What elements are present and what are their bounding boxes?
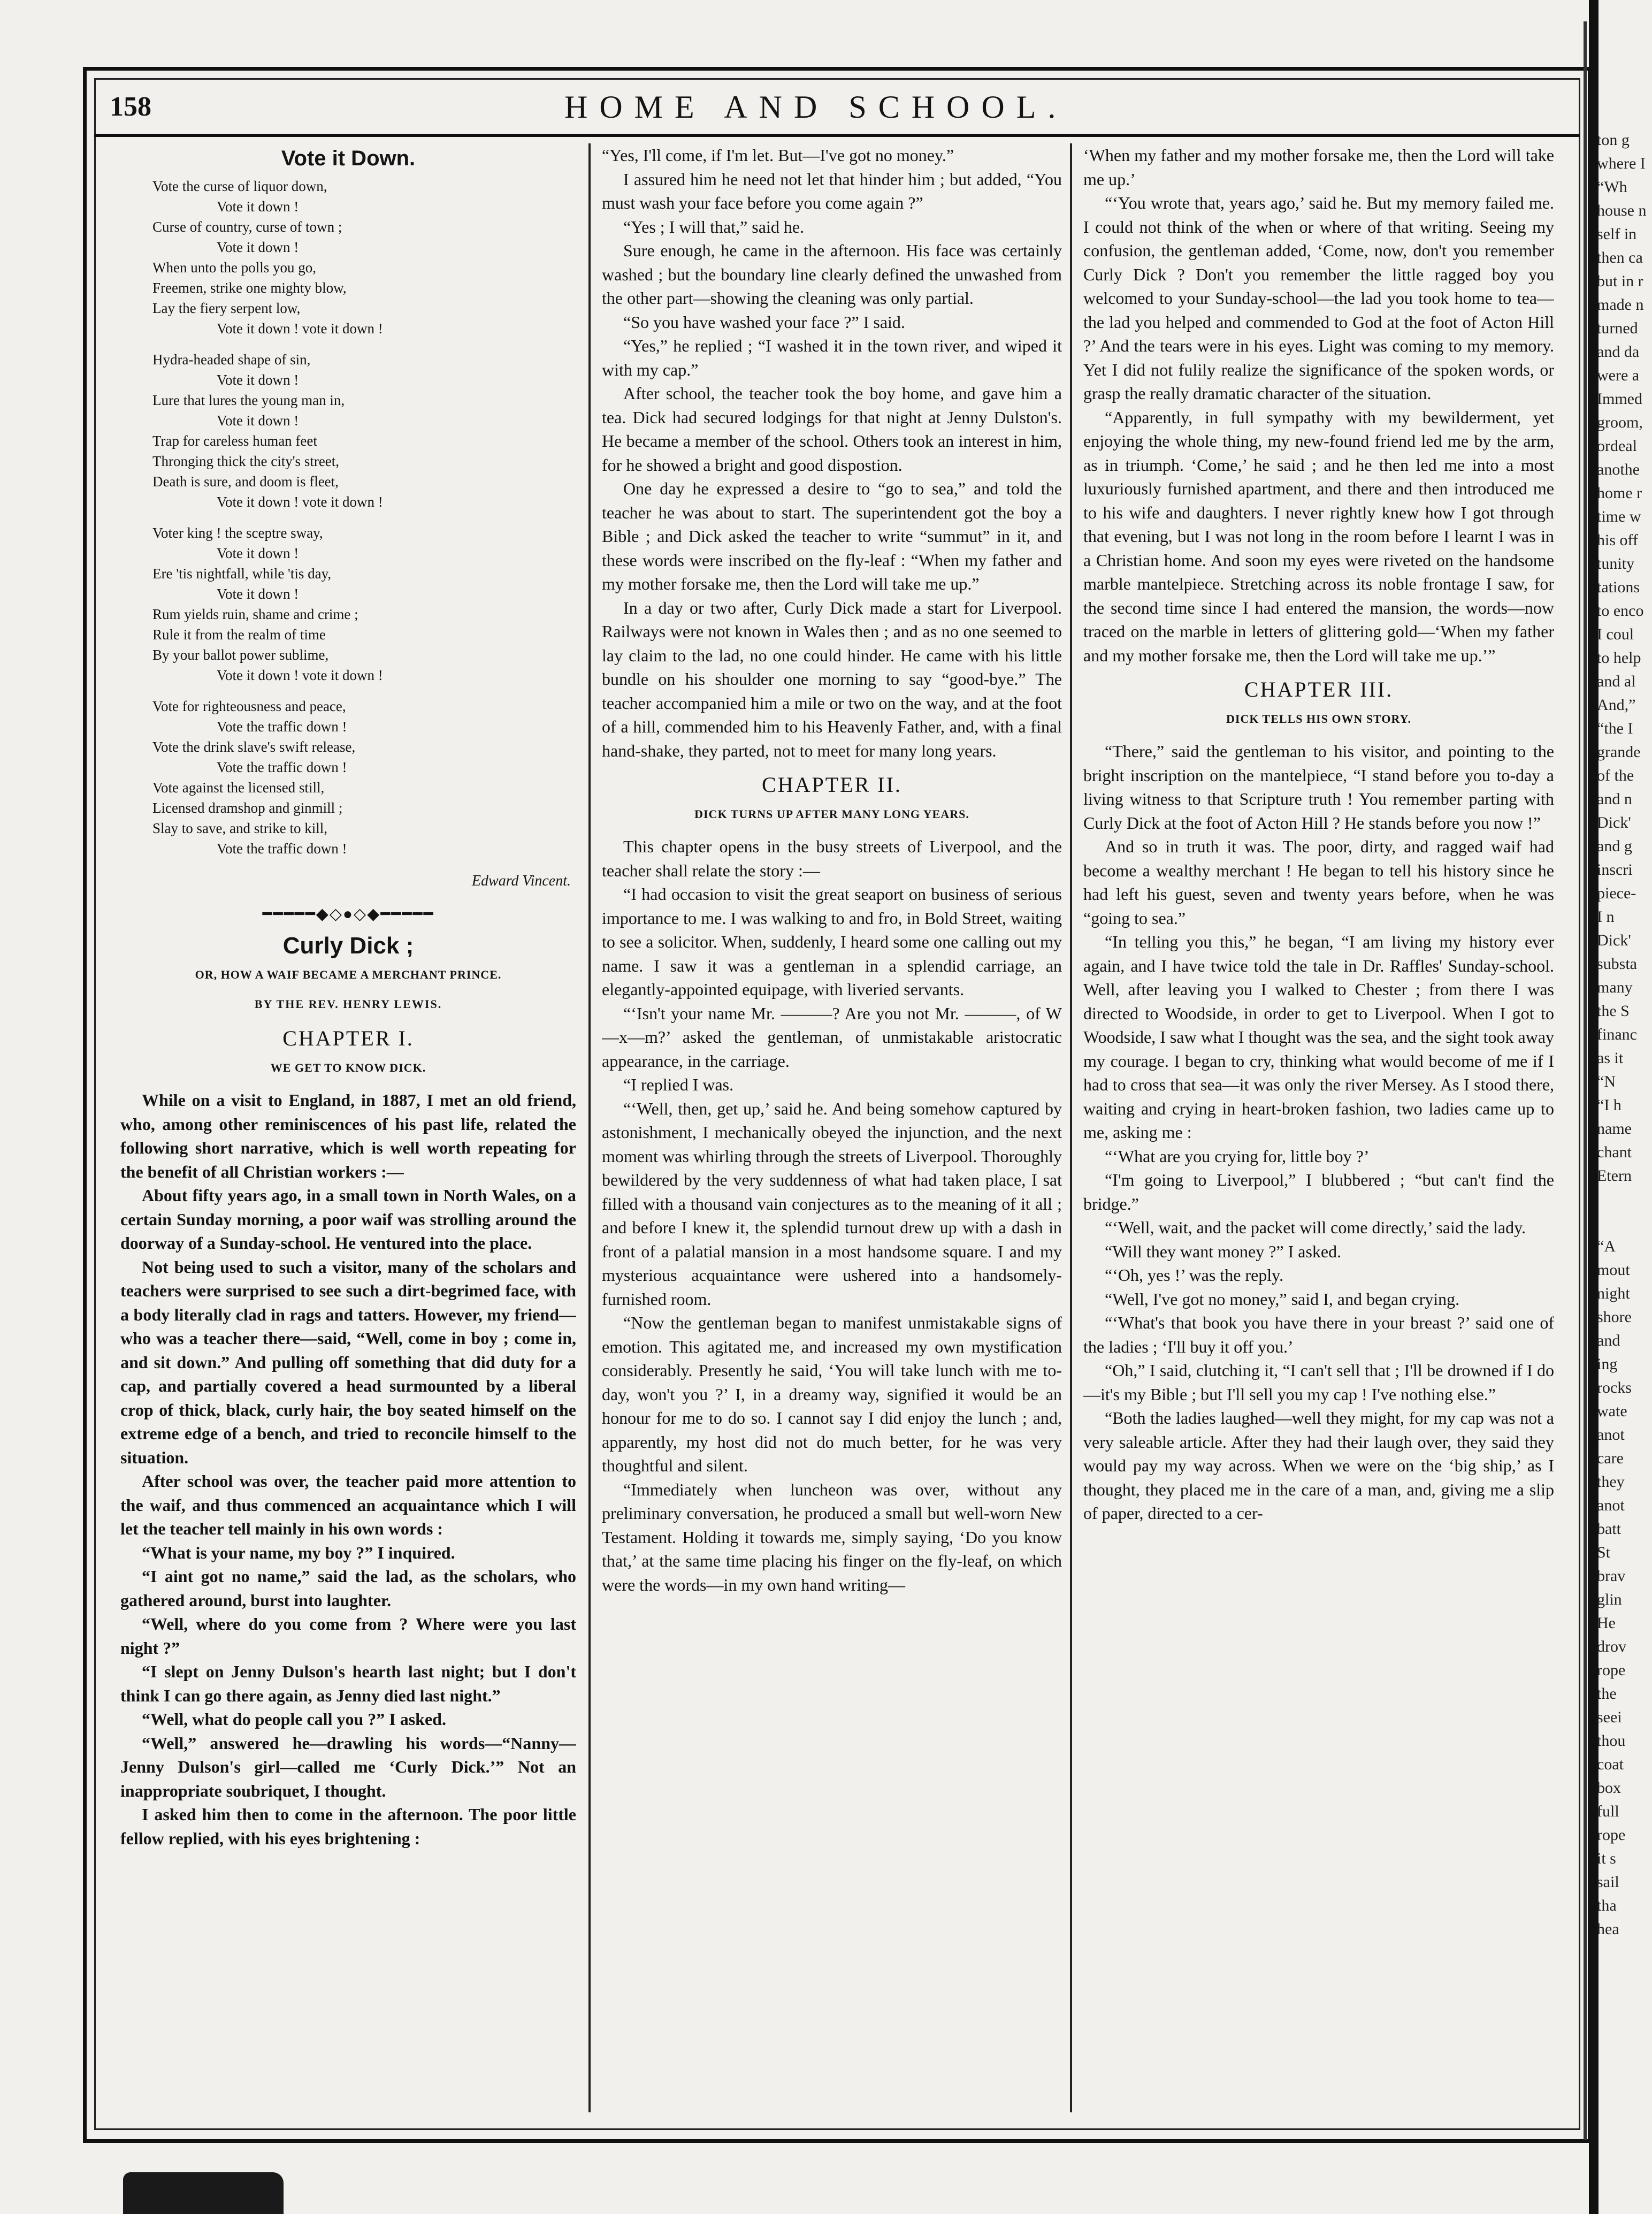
fragment-line: they	[1597, 1473, 1625, 1491]
fragment-line: anot	[1597, 1497, 1625, 1514]
chapter-3-heading: CHAPTER III.	[1244, 677, 1394, 701]
fragment-line: time w	[1597, 508, 1641, 525]
fragment-line: rope	[1597, 1826, 1626, 1844]
column-3-body	[1083, 143, 1554, 667]
fragment-line: grande	[1597, 743, 1641, 761]
paragraph: “‘Isn't your name Mr. ———? Are you not Mr. ———, of W—x—m?’ asked the gentleman, of unmistakable aristocratic appearance, in the carriage.	[602, 1003, 1062, 1071]
fragment-line: ing	[1597, 1355, 1618, 1373]
paragraph: “Will they want money ?” I asked.	[1105, 1241, 1342, 1261]
chapter-1-heading: CHAPTER I.	[282, 1026, 414, 1050]
fragment-line: it s	[1597, 1850, 1616, 1867]
fragment-line: batt	[1597, 1520, 1621, 1538]
poem-line: Vote for righteousness and peace,	[152, 698, 346, 714]
fragment-line: “Wh	[1597, 178, 1627, 196]
fragment-line: substa	[1597, 955, 1637, 973]
poem-line: Vote it down ! vote it down !	[217, 320, 383, 337]
paragraph: I assured him he need not let that hinder him ; but added, “You must wash your face before you come again ?”	[602, 169, 1062, 212]
paragraph: “Apparently, in full sympathy with my bewilderment, yet enjoying the whole thing, my new-found friend led me by the arm, as in triumph. ‘Come,’ he said ; and he then led me into a most luxuriously furnished apartment, and there and then introduced me to his wife and daughters. I never rightly knew how I got through that evening, but I was not long in the room before I learnt I was in a Christian home. And soon my eyes were riveted on the handsome marble mantelpiece. Stretching across its noble frontage I saw, for the second time since I had entered the mansion, the words—now traced on the marble in letters of glittering gold—‘When my father and my mother forsake me, then the Lord will take me up.’”	[1083, 407, 1554, 665]
paragraph: “In telling you this,” he began, “I am living my history ever again, and I have twice told the tale in Dr. Raffles' Sunday-school. Well, after leaving you I walked to Chester ; from there I was directed to Woodside, in order to get to Liverpool. When I got to Woodside, I saw what I thought was the sea, and the sight took away my courage. I began to cry, thinking what would become of me if I had to cross that sea—it was only the river Mersey. As I stood there, waiting and crying in heart-broken fashion, two ladies came up to me, asking me :	[1083, 932, 1554, 1142]
fragment-line: and n	[1597, 790, 1632, 808]
paragraph: “There,” said the gentleman to his visitor, and pointing to the bright inscription on the mantelpiece, “I stand before you to-day a living witness to that Scripture truth ! You remember parting with Curly Dick at the foot of Acton Hill ? He stands before you now !”	[1083, 742, 1554, 833]
fragment-line: anot	[1597, 1426, 1625, 1444]
fragment-line: Etern	[1597, 1167, 1632, 1185]
paragraph: “I had occasion to visit the great seaport on business of serious importance to me. I was walking to and fro, in Bold Street, waiting to see a solicitor. When, suddenly, I heard some one calling out my name. I saw it was a gentleman in a splendid carriage, an elegantly-appointed equipage, with liveried servants.	[602, 884, 1062, 999]
fragment-line: and g	[1597, 837, 1632, 855]
paragraph: I asked him then to come in the afternoon. The poor little fellow replied, with his eyes brightening :	[120, 1805, 576, 1848]
fragment-line: home r	[1597, 484, 1642, 502]
fragment-line: thou	[1597, 1732, 1626, 1750]
story-title: Curly Dick ;	[282, 932, 414, 959]
fragment-line: the	[1597, 1685, 1617, 1703]
fragment-line: night	[1597, 1285, 1630, 1302]
poem-line: Vote the traffic down !	[217, 840, 347, 857]
fragment-line: full	[1597, 1803, 1619, 1820]
poem-line: Licensed dramshop and ginmill ;	[152, 799, 343, 816]
fragment-line: house n	[1597, 202, 1647, 219]
fragment-line: were a	[1597, 367, 1640, 384]
fragment-line: tations	[1597, 578, 1640, 596]
chapter-3-body	[1083, 739, 1554, 1525]
fragment-line: as it	[1597, 1049, 1624, 1067]
paragraph: “Yes, I'll come, if I'm let. But—I've got no money.”	[602, 146, 954, 165]
paragraph: “Both the ladies laughed—well they might, for my cap was not a very saleable article. After they had their laugh over, they said they would pay my way across. When we were on the ‘big ship,’ as I thought, they placed me in the care of a man, and, giving me a slip of paper, directed to a cer-	[1083, 1408, 1554, 1523]
fragment-line	[1597, 1211, 1652, 1235]
fragment-line: turned	[1597, 319, 1638, 337]
fragment-line: then ca	[1597, 249, 1643, 266]
running-head: HOME AND SCHOOL.	[564, 89, 1068, 125]
fragment-line: “I h	[1597, 1096, 1622, 1114]
poem-line: Vote it down !	[217, 412, 299, 429]
fragment-line: but in r	[1597, 272, 1643, 290]
paragraph: “I slept on Jenny Dulson's hearth last night; but I don't think I can go there again, as Jenny died last night.”	[120, 1662, 576, 1705]
fragment-line: glin	[1597, 1591, 1622, 1608]
fragment-line: sail	[1597, 1873, 1619, 1891]
paragraph: “‘What are you crying for, little boy ?’	[1105, 1146, 1370, 1166]
paragraph: After school, the teacher took the boy home, and gave him a tea. Dick had secured lodgings for that night at Jenny Dulston's. He became a member of the school. Others took an interest in him, for he showed a bright and good dispostion.	[602, 384, 1062, 475]
poem-stanza	[120, 696, 576, 859]
fragment-line: seei	[1597, 1708, 1622, 1726]
poem-line: Vote it down !	[217, 198, 299, 215]
paragraph: “‘Oh, yes !’ was the reply.	[1105, 1265, 1284, 1285]
fragment-line: drov	[1597, 1638, 1626, 1655]
fragment-line: financ	[1597, 1026, 1637, 1043]
fragment-line: chant	[1597, 1143, 1632, 1161]
fragment-line: And,”	[1597, 696, 1636, 714]
chapter-1-body	[120, 1088, 576, 1850]
paragraph: “‘Well, then, get up,’ said he. And being somehow captured by astonishment, I mechanically obeyed the injunction, and the next moment was whirling through the streets of Liverpool. Thoroughly bewildered by the very suddenness of what had taken place, I sat filled with a thousand vain conjectures as to the meaning of it all ; and before I knew it, the splendid turnout drew up with a dash in front of a palatial mansion in a most handsome square. I and my mysterious acquaintance were ushered into a handsomely-furnished room.	[602, 1098, 1062, 1309]
column-1	[120, 143, 576, 2123]
fragment-line: ordeal	[1597, 437, 1637, 455]
poem-line: Thronging thick the city's street,	[152, 453, 340, 469]
poem-body	[120, 176, 576, 859]
poem-line: Vote the drink slave's swift release,	[152, 738, 356, 755]
paragraph: “Well,” answered he—drawling his words—“Nanny—Jenny Dulson's girl—called me ‘Curly Dick.’” Not an inappropriate soubriquet, I thought.	[120, 1733, 576, 1800]
poem-stanza	[120, 176, 576, 339]
fragment-line: I n	[1597, 908, 1615, 926]
fragment-line: inscri	[1597, 861, 1633, 879]
paragraph: “Immediately when luncheon was over, without any preliminary conversation, he produced a small but well-worn New Testament. Holding it towards me, simply saying, ‘Do you know that,’ at the same time placing his finger on the fly-leaf, on which were the words—in my own hand writing—	[602, 1479, 1062, 1594]
fragment-line: tha	[1597, 1897, 1617, 1914]
poem-line: When unto the polls you go,	[152, 259, 316, 276]
story-byline: BY THE REV. HENRY LEWIS.	[254, 997, 442, 1011]
poem-line: Vote against the licensed still,	[152, 779, 325, 796]
fragment-line: I coul	[1597, 625, 1634, 643]
poem-line: Vote it down ! vote it down !	[217, 667, 383, 683]
chapter-2-heading: CHAPTER II.	[762, 773, 902, 797]
paragraph: “Well, what do people call you ?” I asked.	[142, 1709, 446, 1729]
column-rule-1	[588, 143, 591, 2112]
column-2-body	[602, 143, 1062, 762]
chapter-1-subheading: WE GET TO KNOW DICK.	[270, 1060, 426, 1074]
fragment-line: tunity	[1597, 555, 1635, 572]
fragment-line: mout	[1597, 1261, 1630, 1279]
fragment-line: and	[1597, 1332, 1620, 1349]
fragment-line: care	[1597, 1449, 1624, 1467]
fragment-line: Dick'	[1597, 814, 1631, 831]
poem-line: By your ballot power sublime,	[152, 646, 329, 663]
fragment-line: rope	[1597, 1661, 1626, 1679]
chapter-2-body	[602, 835, 1062, 1597]
fragment-line: hea	[1597, 1920, 1619, 1938]
poem-line: Vote it down !	[217, 371, 299, 388]
fragment-line: his off	[1597, 531, 1638, 549]
fragment-line: “N	[1597, 1073, 1616, 1090]
paragraph: “What is your name, my boy ?” I inquired.	[142, 1543, 455, 1562]
fragment-line: box	[1597, 1779, 1621, 1797]
fragment-line: made n	[1597, 296, 1644, 314]
paragraph: “Well, I've got no money,” said I, and began crying.	[1105, 1289, 1460, 1309]
fragment-line: brav	[1597, 1567, 1626, 1585]
fragment-line: the S	[1597, 1002, 1630, 1020]
fragment-line: Immed	[1597, 390, 1642, 408]
paragraph: After school was over, the teacher paid more attention to the waif, and thus commenced an acquaintance which I will let the teacher tell mainly in his own words :	[120, 1471, 576, 1538]
paragraph: “Yes,” he replied ; “I washed it in the town river, and wiped it with my cap.”	[602, 336, 1062, 379]
paragraph: “I aint got no name,” said the lad, as the scholars, who gathered around, burst into laughter.	[120, 1567, 576, 1610]
paragraph: About fifty years ago, in a small town in North Wales, on a certain Sunday morning, a poor waif was strolling around the doorway of a Sunday-school. He ventured into the place.	[120, 1186, 576, 1253]
fragment-line: St	[1597, 1544, 1611, 1561]
paragraph: ‘When my father and my mother forsake me, then the Lord will take me up.’	[1083, 146, 1554, 189]
fragment-line: groom,	[1597, 414, 1643, 431]
poem-stanza	[120, 523, 576, 685]
story-subtitle: OR, HOW A WAIF BECAME A MERCHANT PRINCE.	[195, 968, 502, 981]
chapter-2-subheading: DICK TURNS UP AFTER MANY LONG YEARS.	[694, 807, 969, 821]
poem-line: Curse of country, curse of town ;	[152, 218, 342, 235]
page-number: 158	[110, 91, 151, 122]
fragment-line: piece-	[1597, 884, 1636, 902]
paragraph: “Now the gentleman began to manifest unmistakable signs of emotion. This agitated me, and increased my own mystification considerably. Presently he said, ‘You will take lunch with me to-day, won't you ?’ I, in a dreamy way, signified it would be an honour for me to do so. I cannot say I did enjoy the lunch ; and, apparently, my host did not do much better, for he was very thoughtful and silent.	[602, 1313, 1062, 1475]
binding-shadow	[1584, 21, 1587, 2140]
paragraph: “Well, where do you come from ? Where were you last night ?”	[120, 1614, 576, 1658]
paragraph: “‘What's that book you have there in your breast ?’ said one of the ladies ; ‘I'll buy it off you.’	[1083, 1313, 1554, 1356]
paragraph: “I'm going to Liverpool,” I blubbered ; “but can't find the bridge.”	[1083, 1170, 1554, 1213]
poem-line: Hydra-headed shape of sin,	[152, 351, 311, 368]
paragraph: And so in truth it was. The poor, dirty, and ragged waif had become a wealthy merchant ! He began to tell his history since he had left his guest, seven and twenty years before, when he was “going to sea.”	[1083, 837, 1554, 928]
poem-line: Vote the traffic down !	[217, 759, 347, 775]
poem-line: Slay to save, and strike to kill,	[152, 820, 327, 836]
paragraph: While on a visit to England, in 1887, I met an old friend, who, among other reminiscences of his past life, related the following short narrative, which is well worth repeating for the benefit of all Christian workers :—	[120, 1090, 576, 1181]
fragment-line: and da	[1597, 343, 1640, 361]
fragment-line: where I	[1597, 155, 1646, 172]
fragment-line: and al	[1597, 673, 1636, 690]
poem-line: Lure that lures the young man in,	[152, 392, 345, 408]
paragraph: Not being used to such a visitor, many of the scholars and teachers were surprised to see such a dirt-begrimed face, with a body literally clad in rags and tatters. However, my friend—who was a teacher there—said, “Well, come in boy ; come in, and sit down.” And pulling off something that did duty for a cap, and partially covered a head surmounted by a liberal crop of thick, black, curly hair, the boy seated himself on the extreme edge of a bench, and tried to reconcile himself to the situation.	[120, 1257, 576, 1467]
poem-line: Vote it down ! vote it down !	[217, 493, 383, 510]
poem-author: Edward Vincent.	[471, 872, 571, 889]
poem-line: Freemen, strike one mighty blow,	[152, 279, 347, 296]
fragment-line: anothe	[1597, 461, 1640, 478]
poem-line: Lay the fiery serpent low,	[152, 300, 301, 316]
poem-line: Death is sure, and doom is fleet,	[152, 473, 339, 490]
poem-line: Ere 'tis nightfall, while 'tis day,	[152, 565, 332, 582]
paragraph: “‘You wrote that, years ago,’ said he. But my memory failed me. I could not think of the when or where of that writing. Seeing my confusion, the gentleman added, ‘Come, now, don't you remember Curly Dick ? Don't you remember the little ragged boy you welcomed to your Sunday-school—the lad you took home to tea—the lad you helped and commended to God at the foot of Acton Hill ?’ And the tears were in his eyes. Light was coming to my memory. Yet I did not fulily realize the significance of the spoken words, or grasp the really dramatic character of the situation.	[1083, 193, 1554, 403]
fragment-line: “A	[1597, 1238, 1616, 1255]
paragraph: “Oh,” I said, clutching it, “I can't sell that ; I'll be drowned if I do—it's my Bible ; but I'll sell you my cap ! I've nothing else.”	[1083, 1361, 1554, 1404]
fragment-line: rocks	[1597, 1379, 1632, 1396]
poem-stanza	[120, 349, 576, 512]
poem-line: Vote it down !	[217, 585, 299, 602]
paragraph: In a day or two after, Curly Dick made a start for Liverpool. Railways were not known in Wales then ; and as no one seemed to lay claim to the lad, no one could hinder. He came with his little bundle on his shoulder one morning to say “good-bye.” The teacher accompanied him a mile or two on the way, and at the foot of a hill, commended him to his Heavenly Father, and, with a final hand-shake, they parted, not to meet for many long years.	[602, 598, 1062, 760]
paragraph: Sure enough, he came in the afternoon. His face was certainly washed ; but the boundary line clearly defined the unwashed from the other part—showing the cleaning was only partial.	[602, 241, 1062, 308]
fragment-line: name	[1597, 1120, 1632, 1137]
fragment-line: He	[1597, 1614, 1616, 1632]
scan-smudge	[123, 2172, 284, 2214]
poem-line: Trap for careless human feet	[152, 432, 317, 449]
paragraph: “I replied I was.	[623, 1075, 734, 1094]
column-2	[602, 143, 1062, 2123]
poem-line: Vote it down !	[217, 545, 299, 561]
fragment-line: many	[1597, 979, 1633, 996]
fragment-line: wate	[1597, 1402, 1627, 1420]
fragment-line: to help	[1597, 649, 1641, 667]
paragraph: One day he expressed a desire to “go to sea,” and told the teacher he was about to start. The superintendent got the boy a Bible ; and Dick asked the teacher to write “summut” in it, and these words were inscribed on the fly-leaf : “When my father and my mother forsake me, then the Lord will take me up.”	[602, 479, 1062, 593]
chapter-3-subheading: DICK TELLS HIS OWN STORY.	[1226, 712, 1411, 726]
fragment-line: “the I	[1597, 720, 1633, 737]
paragraph: This chapter opens in the busy streets of Liverpool, and the teacher shall relate the story :—	[602, 837, 1062, 880]
ornament-divider: ━━━━━◆◇●◇◆━━━━━	[262, 905, 434, 923]
poem-line: Vote it down !	[217, 239, 299, 255]
page-header	[104, 86, 1570, 134]
fragment-line: Dick'	[1597, 932, 1631, 949]
paragraph: “So you have washed your face ?” I said.	[623, 312, 905, 332]
paragraph: “‘Well, wait, and the packet will come directly,’ said the lady.	[1105, 1218, 1526, 1237]
column-rule-2	[1070, 143, 1072, 2112]
column-3	[1083, 143, 1554, 2123]
facing-page-fragment	[1597, 128, 1652, 2108]
fragment-line: shore	[1597, 1308, 1632, 1326]
poem-line: Rum yields ruin, shame and crime ;	[152, 606, 358, 622]
poem-line: Voter king ! the sceptre sway,	[152, 524, 323, 541]
paragraph: “Yes ; I will that,” said he.	[623, 217, 805, 236]
poem-line: Rule it from the realm of time	[152, 626, 326, 643]
fragment-line: ton g	[1597, 131, 1630, 149]
poem-line: Vote the curse of liquor down,	[152, 178, 327, 194]
fragment-line: to enco	[1597, 602, 1644, 620]
fragment-line: of the	[1597, 767, 1634, 784]
poem-line: Vote the traffic down !	[217, 718, 347, 735]
fragment-line: self in	[1597, 225, 1637, 243]
fragment-line: coat	[1597, 1755, 1624, 1773]
header-rule	[94, 134, 1580, 137]
poem-title: Vote it Down.	[281, 147, 416, 170]
fragment-line	[1597, 1188, 1652, 1211]
